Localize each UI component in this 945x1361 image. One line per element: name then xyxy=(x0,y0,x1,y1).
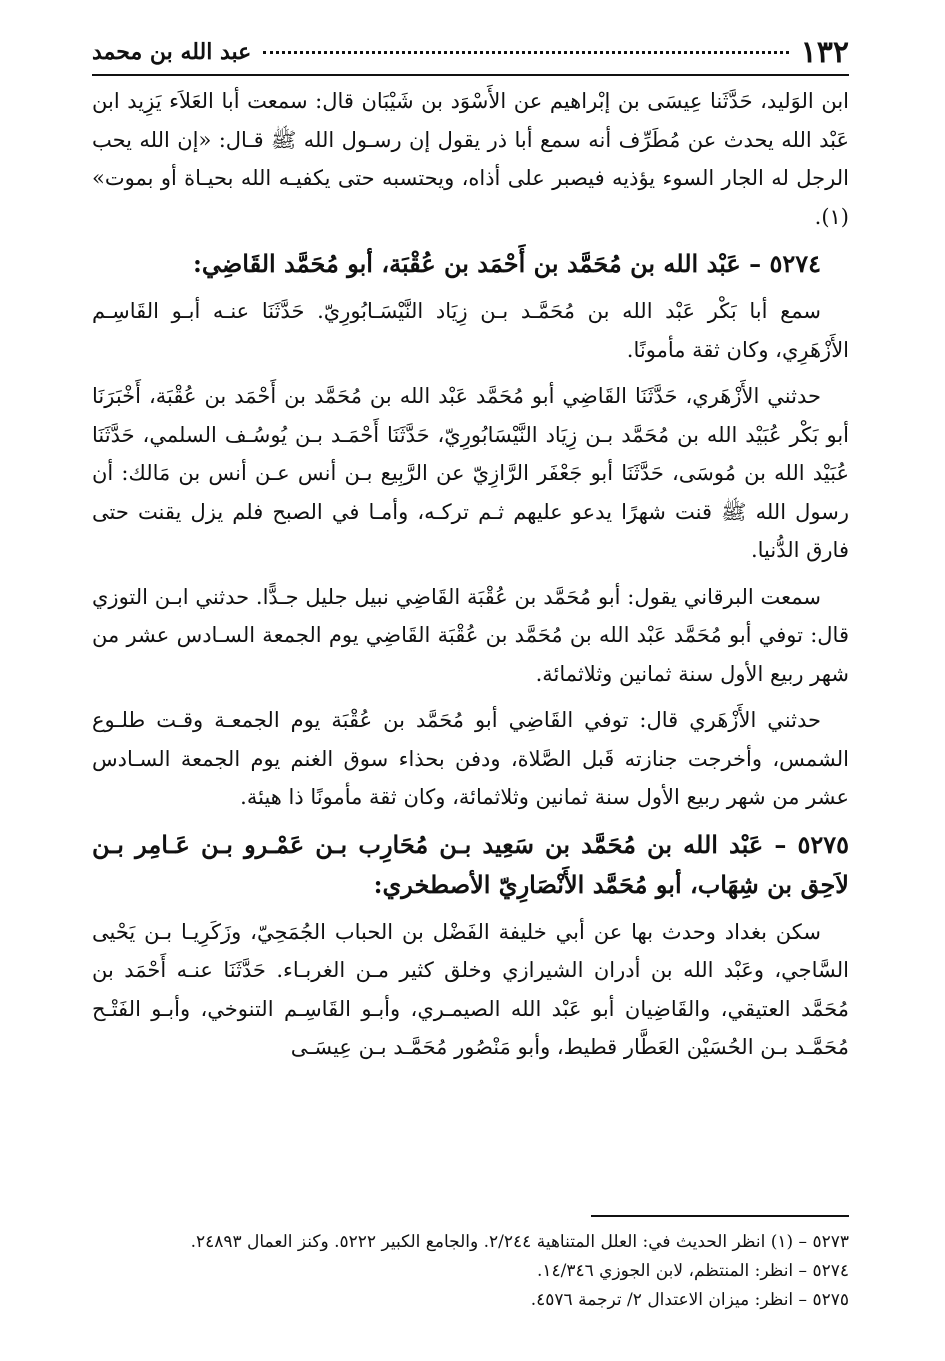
running-title: عبد الله بن محمد xyxy=(92,39,252,65)
footnote-5273: ٥٢٧٣ – (١) انظر الحديث في: العلل المتناهية ٢/٢٤٤. والجامع الكبير ٥٢٢٢. وكنز العمال ٢٤٨٩٣. xyxy=(190,1232,849,1252)
paragraph: سمعت البرقاني يقول: أبو مُحَمَّد بن عُقْبَة القَاضِي نبيل جليل جـدًّا. حدثني ابـن التوزي قال: توفي أبو مُحَمَّد عَبْد الله بن مُحَمَّد بن عُقْبَة القَاضِي يوم الجمعة السـادس عشر من شهر ربيع الأول سنة ثمانين وثلاثمائة. xyxy=(92,584,849,686)
entry-heading-5274: ٥٢٧٤ – عَبْد الله بن مُحَمَّد بن أَحْمَد بن عُقْبَة، أبو مُحَمَّد القَاضِي: xyxy=(193,249,821,278)
spacer xyxy=(92,369,849,377)
footnote-5275: ٥٢٧٥ – انظر: ميزان الاعتدال ٢/ ترجمة ٤٥٧٦. xyxy=(530,1290,849,1310)
footnotes xyxy=(92,1228,849,1315)
paragraph: حدثني الأَزْهَري قال: توفي القَاضِي أبو مُحَمَّد بن عُقْبَة يوم الجمعـة وقـت طلـوع الشمس، وأخرجت جنازته قَبل الصَّلاة، ودفن بحذاء سوق الغنم يوم الجمعة السـادس عشر من شهر ربيع الأول سنة ثمانين وثلاثمائة، وكان ثقة مأمونًا ذا هيئة. xyxy=(92,708,849,809)
page-body xyxy=(92,82,849,1067)
spacer xyxy=(92,570,849,578)
spacer xyxy=(92,817,849,825)
paragraph: سكن بغداد وحدث بها عن أبي خليفة الفَضْل بن الحباب الجُمَحِيّ، وزَكَرِيـا بـن يَحْيى السَّاجي، وعَبْد الله بن أدران الشيرازي وخلق كثير مـن الغربـاء. حَدَّثَنَا عنـه أَحْمَد بن مُحَمَّد العتيقي، والقَاضِيان أبو عَبْد الله الصيمـري، وأبـو القَاسِـم التنوخي، وأبـو الفَتْـح مُحَمَّـد بـن الحُسَيْن العَطَّار قطيط، وأبو مَنْصُور مُحَمَّـد بـن عِيسَـى xyxy=(92,919,849,1059)
page-number: ١٣٢ xyxy=(800,34,849,70)
page-header xyxy=(92,30,849,76)
spacer xyxy=(92,905,849,913)
paragraph: حدثني الأَزْهَري، حَدَّثَنَا القَاضِي أبو مُحَمَّد عَبْد الله بن مُحَمَّد بن أَحْمَد بن عُقْبَة، أَخْبَرَنَا أبو بَكْر عُبَيْد الله بن مُحَمَّد بـن زِيَاد النَّيْسَابُورِيّ، حَدَّثَنَا أَحْمَـد بـن يُوسُـف السلمي، حَدَّثَنَا عُبَيْد الله بن مُوسَى، حَدَّثَنَا أبو جَعْفَر الرَّازِيّ عن الرَّبِيع بـن أنس عـن أنس بن مَالك: أن رسول الله ﷺ قنت شهرًا يدعو عليهم ثـم تركـه، وأمـا في الصبح فلم يزل يقنت حتى فارق الدُّنيا. xyxy=(92,384,849,562)
paragraph-continuation: ابن الوَليد، حَدَّثَنا عِيسَى بن إبْراهيم عن الأَسْوَد بن شَيْبَان قال: سمعت أبا العَلاَء يَزِيد ابن عَبْد الله يحدث عن مُطَرِّف أنه سمع أبا ذر يقول إن رسـول الله ﷺ قـال: «إن الله يحب الرجل له الجار السوء يؤذيه فيصبر على أذاه، ويحتسبه حتى يكفيـه الله بحيـاة أو بموت» (١). xyxy=(92,89,849,229)
footnote-5274: ٥٢٧٤ – انظر: المنتظم، لابن الجوزي ١٤/٣٤٦. xyxy=(536,1261,849,1281)
paragraph: سمع أبا بَكْر عَبْد الله بن مُحَمَّـد بـن زِيَاد النَّيْسَـابُورِيّ. حَدَّثَنَا عنـه أبـو القَاسِـم الأَزْهَرِي، وكان ثقة مأمونًا. xyxy=(92,299,849,362)
entry-heading-5275: ٥٢٧٥ – عَبْد الله بن مُحَمَّد بن سَعِيد بـن مُحَارِب بـن عَمْـرو بـن عَـامِر بـن لاَحِق بن شِهَاب، أبو مُحَمَّد الأَنْصَارِيّ الأصطخري: xyxy=(92,829,849,899)
spacer xyxy=(92,693,849,701)
spacer xyxy=(92,236,849,244)
header-dot-leader xyxy=(263,50,788,54)
spacer xyxy=(92,284,849,292)
footnote-separator xyxy=(591,1215,849,1217)
